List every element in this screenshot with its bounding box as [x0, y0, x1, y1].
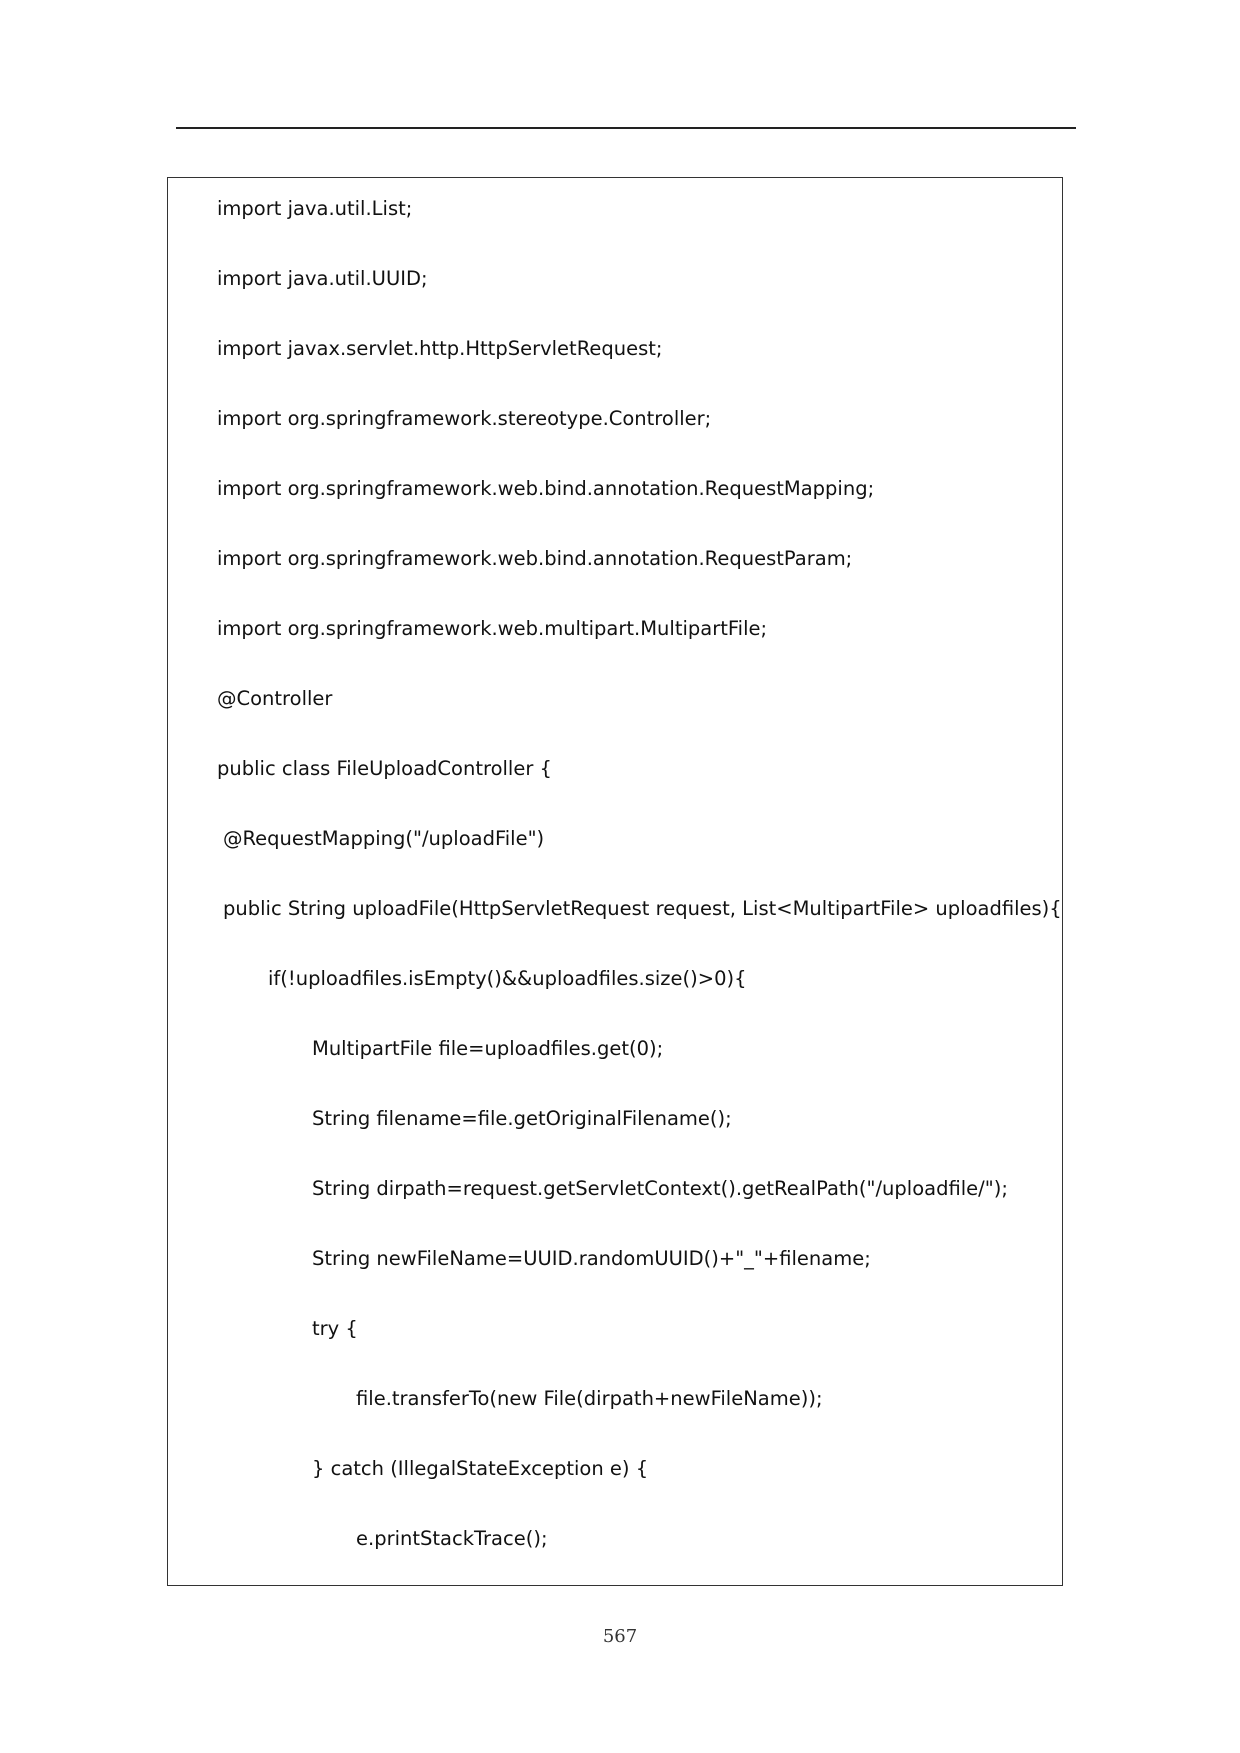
header-rule	[176, 127, 1076, 129]
code-line: import org.springframework.web.multipart.MultipartFile;	[217, 617, 768, 640]
code-line: import java.util.UUID;	[217, 267, 428, 290]
code-line: String dirpath=request.getServletContext().getRealPath("/uploadfile/");	[312, 1177, 1008, 1200]
code-line: file.transferTo(new File(dirpath+newFileName));	[356, 1387, 823, 1410]
code-line: import org.springframework.stereotype.Controller;	[217, 407, 712, 430]
code-line: @RequestMapping("/uploadFile")	[223, 827, 545, 850]
code-line: } catch (IllegalStateException e) {	[312, 1457, 649, 1480]
code-line: String filename=file.getOriginalFilename();	[312, 1107, 732, 1130]
code-line: String newFileName=UUID.randomUUID()+"_"+filename;	[312, 1247, 871, 1270]
code-line: import java.util.List;	[217, 197, 413, 220]
code-line: MultipartFile file=uploadfiles.get(0);	[312, 1037, 664, 1060]
page-number: 567	[602, 1626, 638, 1647]
code-line: public class FileUploadController {	[217, 757, 552, 780]
code-line: try {	[312, 1317, 358, 1340]
code-line: import org.springframework.web.bind.annotation.RequestMapping;	[217, 477, 875, 500]
code-line: if(!uploadfiles.isEmpty()&&uploadfiles.size()>0){	[268, 967, 747, 990]
code-line: public String uploadFile(HttpServletRequest request, List<MultipartFile> uploadfiles){	[223, 897, 1062, 920]
code-listing-box	[167, 177, 1063, 1586]
code-line: import org.springframework.web.bind.annotation.RequestParam;	[217, 547, 853, 570]
code-line: e.printStackTrace();	[356, 1527, 548, 1550]
code-line: @Controller	[217, 687, 333, 710]
code-line: import javax.servlet.http.HttpServletRequest;	[217, 337, 663, 360]
